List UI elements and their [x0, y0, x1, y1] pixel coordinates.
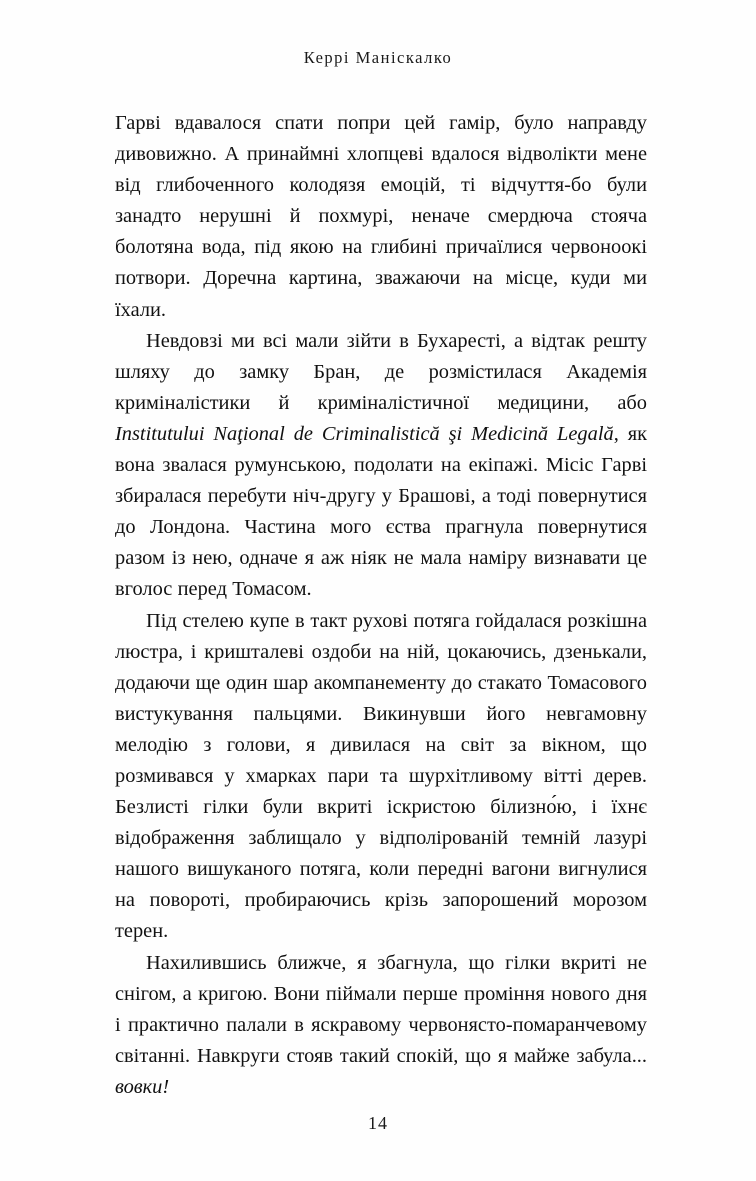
paragraph-1: Гарві вдавалося спати попри цей гамір, було направду дивовижно. А принаймні хлопцеві вдалося відволікти мене від глибоченного колодязя емоцій, ті відчуття-бо були занадто нерушні й похмурі, неначе смердюча стояча болотяна вода, під якою на глибині причаїлися червоноокі потвори. Доречна картина, зважаючи на місце, куди ми їхали. [115, 112, 647, 321]
running-header-author: Керрі Маніскалко [303, 48, 453, 67]
paragraph-3: Під стелею купе в такт рухові потяга гойдалася розкішна люстра, і кришталеві оздоби на ній, цокаючись, дзенькали, додаючи ще один шар акомпанементу до стакато Томасового вистукування пальцями. Викинувши його невгамовну мелодію з голови, я дивилася на світ за вікном, що розмивався у хмарках пари та шурхітливому вітті дерев. Безлисті гілки були вкриті іскристою білизно́ю, і їхнє відображення заблищало у відполірованій темній лазурі нашого вишуканого потяга, коли передні вагони вигнулися на повороті, пробираючись крізь запорошений морозом терен. [115, 609, 647, 943]
paragraph-4-emphasis-wolves: вовки! [115, 1075, 170, 1098]
paragraph-2-lead: Невдовзі ми всі мали зійти в Бухаресті, а відтак решту шляху до замку Бран, де розмістилася Академія криміналістики й криміналістичної медицини, або [115, 329, 647, 414]
body-text-block [115, 108, 647, 1103]
paragraph-4-lead: Нахилившись ближче, я збагнула, що гілки вкриті не снігом, а кригою. Вони піймали перше проміння нового дня і практично палали в яскравому червонясто-помаранчевому світанні. Навкруги стояв такий спокій, що я майже забула... [115, 951, 647, 1067]
page-number: 14 [368, 1113, 388, 1133]
paragraph-4 [115, 948, 647, 1103]
paragraph-2-institution-name-italic: Institutului Naţional de Criminalistică şi Medicină Legală [115, 422, 614, 445]
paragraph-2 [115, 326, 647, 606]
paragraph-2-tail: , як вона звалася румунською, подолати на екіпажі. Місіс Гарві збиралася перебути ніч-другу у Брашові, а тоді повернутися до Лондона. Частина мого єства прагнула повернутися разом із нею, одначе я аж ніяк не мала наміру визнавати це вголос перед Томасом. [115, 422, 647, 601]
